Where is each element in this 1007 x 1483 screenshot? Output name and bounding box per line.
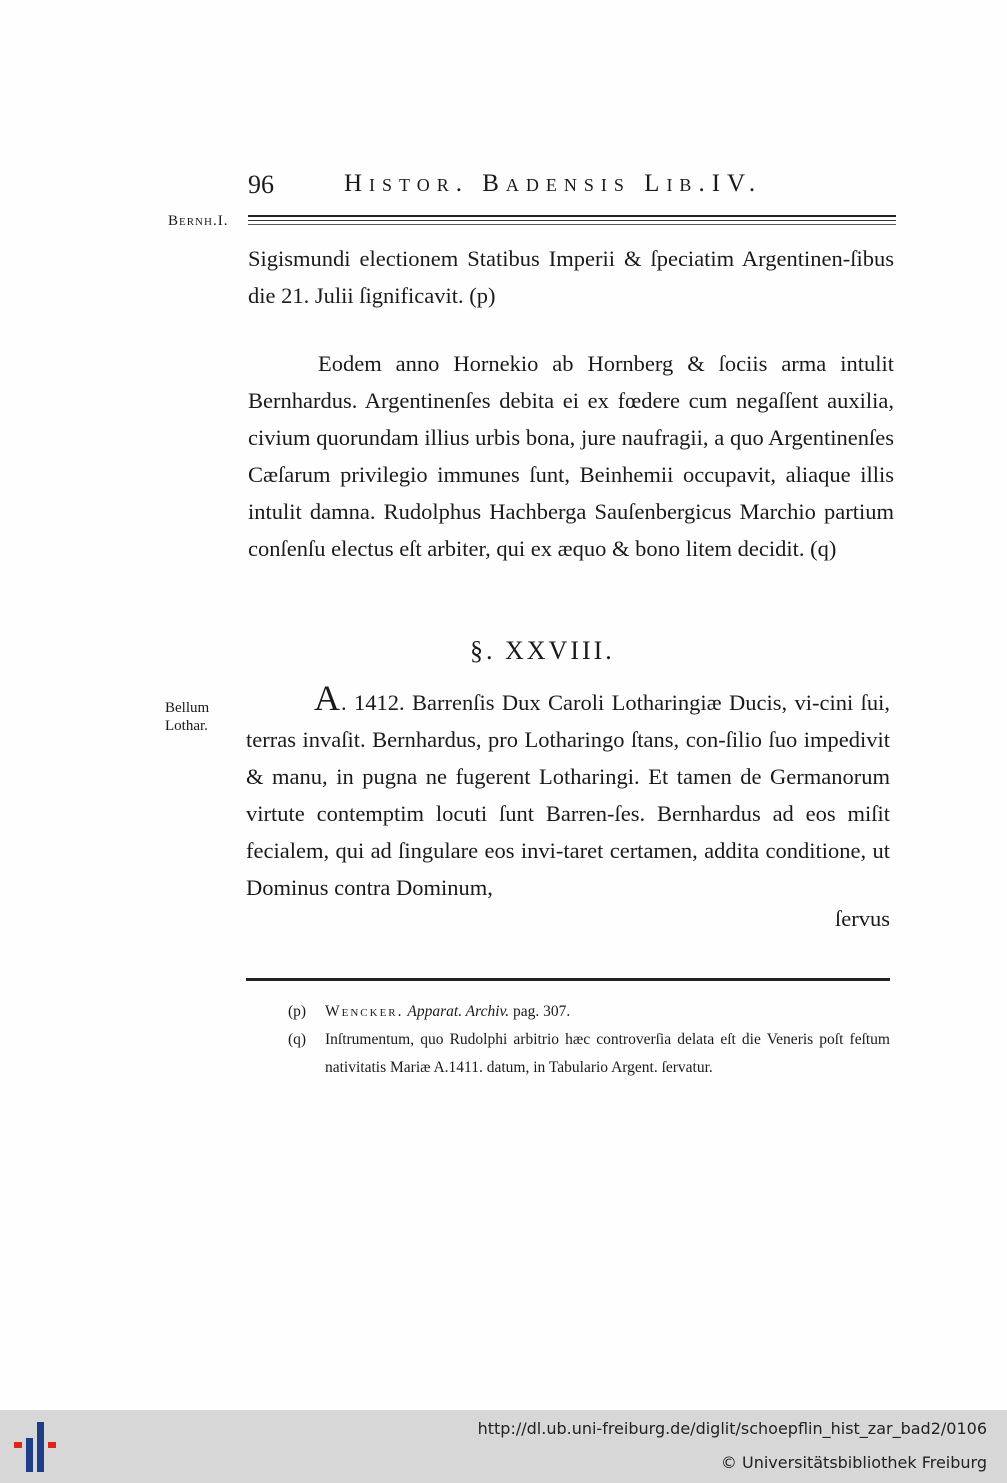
ub-freiburg-logo-icon[interactable] [12, 1420, 64, 1474]
running-title-part2: Badensis [482, 170, 631, 197]
margin-note-bellum-line2: Lothar. [165, 718, 208, 734]
copyright-text: © Universitätsbibliothek Freiburg [720, 1453, 987, 1472]
running-title-part1: Histor. [344, 170, 469, 197]
running-title [344, 170, 762, 198]
footnote-p-mark: (p) [288, 1003, 307, 1020]
footnote-q-mark: (q) [288, 1031, 307, 1048]
paragraph-2: Eodem anno Hornekio ab Hornberg & ſociis arma intulit Bernhardus. Argentinenſes debita ei ex fœdere cum negaſſent auxilia, civium quorundam illius urbis bona, jure naufragii, a quo Argentinenſes Cæſarum privilegio immunes ſunt, Beinhemii occupavit, aliaque illis intulit damna. Rudolphus Hachberga Sauſenbergicus Marchio partium conſenſu electus eſt arbiter, qui ex æquo & bono litem decidit. (q) [248, 351, 894, 561]
running-title-part3: Lib. [644, 170, 712, 197]
header-rule [248, 213, 896, 226]
footnote-p [288, 998, 890, 1026]
margin-note-bellum [165, 699, 209, 735]
footnote-p-author: Wencker. [325, 1003, 404, 1020]
footnote-q [288, 1026, 890, 1082]
source-url-link[interactable]: http://dl.ub.uni-freiburg.de/diglit/schoepflin_hist_zar_bad2/0106 [477, 1419, 987, 1438]
margin-note-bellum-line1: Bellum [165, 700, 210, 716]
footnote-p-work: Apparat. Archiv. [407, 1003, 510, 1020]
paragraph-1: Sigismundi electionem Statibus Imperii & ſpeciatim Argentinen-ſibus die 21. Julii ſignificavit. (p) [248, 246, 894, 308]
footnotes [288, 998, 890, 1082]
footnote-q-text: Inſtrumentum, quo Rudolphi arbitrio hæc controverſia delata eſt die Veneris poſt feſtum nativitatis Mariæ A.1411. datum, in Tabulario Argent. ſervatur. [325, 1031, 890, 1076]
footnote-rule [246, 978, 890, 981]
drop-cap: A [314, 678, 341, 718]
paragraph-3 [246, 678, 890, 906]
running-header [248, 170, 896, 206]
running-title-part4: IV. [711, 170, 763, 197]
catchword: ſervus [835, 906, 890, 931]
footnote-p-page: pag. 307. [513, 1003, 571, 1020]
margin-note-bernh: Bernh.I. [168, 213, 229, 229]
footer-bar [0, 1410, 1007, 1483]
paragraph-3-text: . 1412. Barrenſis Dux Caroli Lotharingiæ Ducis, vi-cini ſui, terras invaſit. Bernhardus, pro Lotharingo ſtans, con-ſilio ſuo impedivit & manu, in pugna ne fugerent Lotharingi. Et tamen de Germanorum virtute contemptim locuti ſunt Barren-ſes. Bernhardus ad eos miſit fecialem, qui ad ſingulare eos invi-taret certamen, addita conditione, ut Dominus contra Dominum, [246, 690, 890, 900]
page-number: 96 [248, 170, 274, 199]
section-heading: §. XXVIII. [470, 636, 615, 665]
